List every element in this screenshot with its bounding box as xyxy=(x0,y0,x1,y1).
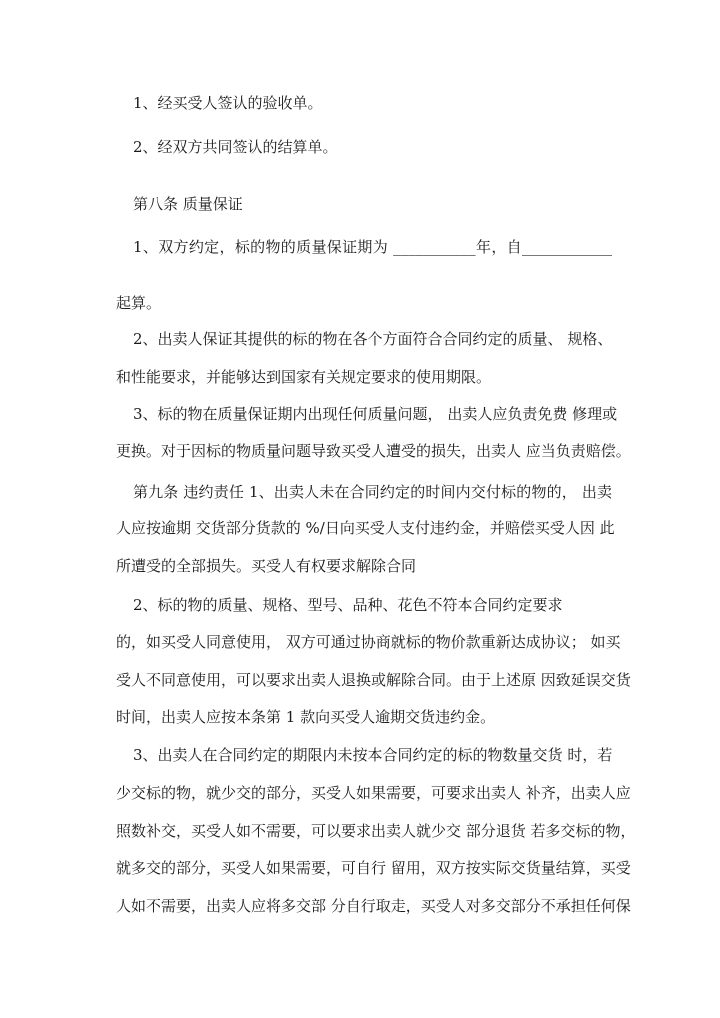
text-line: 3、出卖人在合同约定的期限内未按本合同约定的标的物数量交货 时，若 xyxy=(133,746,613,764)
text-line: 照数补交，买受人如不需要，可以要求出卖人就少交 部分退货 若多交标的物， xyxy=(116,822,636,840)
text-line: 起算。 xyxy=(116,294,162,312)
text-line: 1、双方约定，标的物的质量保证期为 ___________年，自____________ xyxy=(133,238,612,256)
text-line: 和性能要求，并能够达到国家有关规定要求的使用期限。 xyxy=(116,368,492,386)
text-line: 受人不同意使用，可以要求出卖人退换或解除合同。由于上述原 因致延误交货 xyxy=(116,671,631,689)
text-line: 时间，出卖人应按本条第 1 款向买受人逾期交货违约金。 xyxy=(116,708,496,726)
text-line: 2、经双方共同签认的结算单。 xyxy=(133,138,338,156)
text-line: 2、标的物的质量、规格、型号、品种、花色不符本合同约定要求 xyxy=(133,596,563,614)
text-line: 所遭受的全部损失。买受人有权要求解除合同 xyxy=(116,557,417,575)
text-line: 人如不需要，出卖人应将多交部 分自行取走，买受人对多交部分不承担任何保 xyxy=(116,897,631,915)
text-line: 少交标的物，就少交的部分，买受人如果需要，可要求出卖人 补齐，出卖人应 xyxy=(116,784,631,802)
text-line: 的，如买受人同意使用， 双方可通过协商就标的物价款重新达成协议； 如买 xyxy=(116,633,621,651)
text-line: 2、出卖人保证其提供的标的物在各个方面符合合同约定的质量、 规格、 xyxy=(133,330,613,348)
section-heading: 第九条 违约责任 1、出卖人未在合同约定的时间内交付标的物的， 出卖 xyxy=(133,483,612,501)
text-line: 人应按逾期 交货部分货款的 %/日向买受人支付违约金，并赔偿买受人因 此 xyxy=(116,519,615,537)
section-heading: 第八条 质量保证 xyxy=(133,195,243,213)
text-line: 3、标的物在质量保证期内出现任何质量问题， 出卖人应负责免费 修理或 xyxy=(133,405,618,423)
text-line: 1、经买受人签认的验收单。 xyxy=(133,94,323,112)
text-line: 更换。对于因标的物质量问题导致买受人遭受的损失，出卖人 应当负责赔偿。 xyxy=(116,442,631,460)
text-line: 就多交的部分，买受人如果需要，可自行 留用，双方按实际交货量结算，买受 xyxy=(116,859,631,877)
